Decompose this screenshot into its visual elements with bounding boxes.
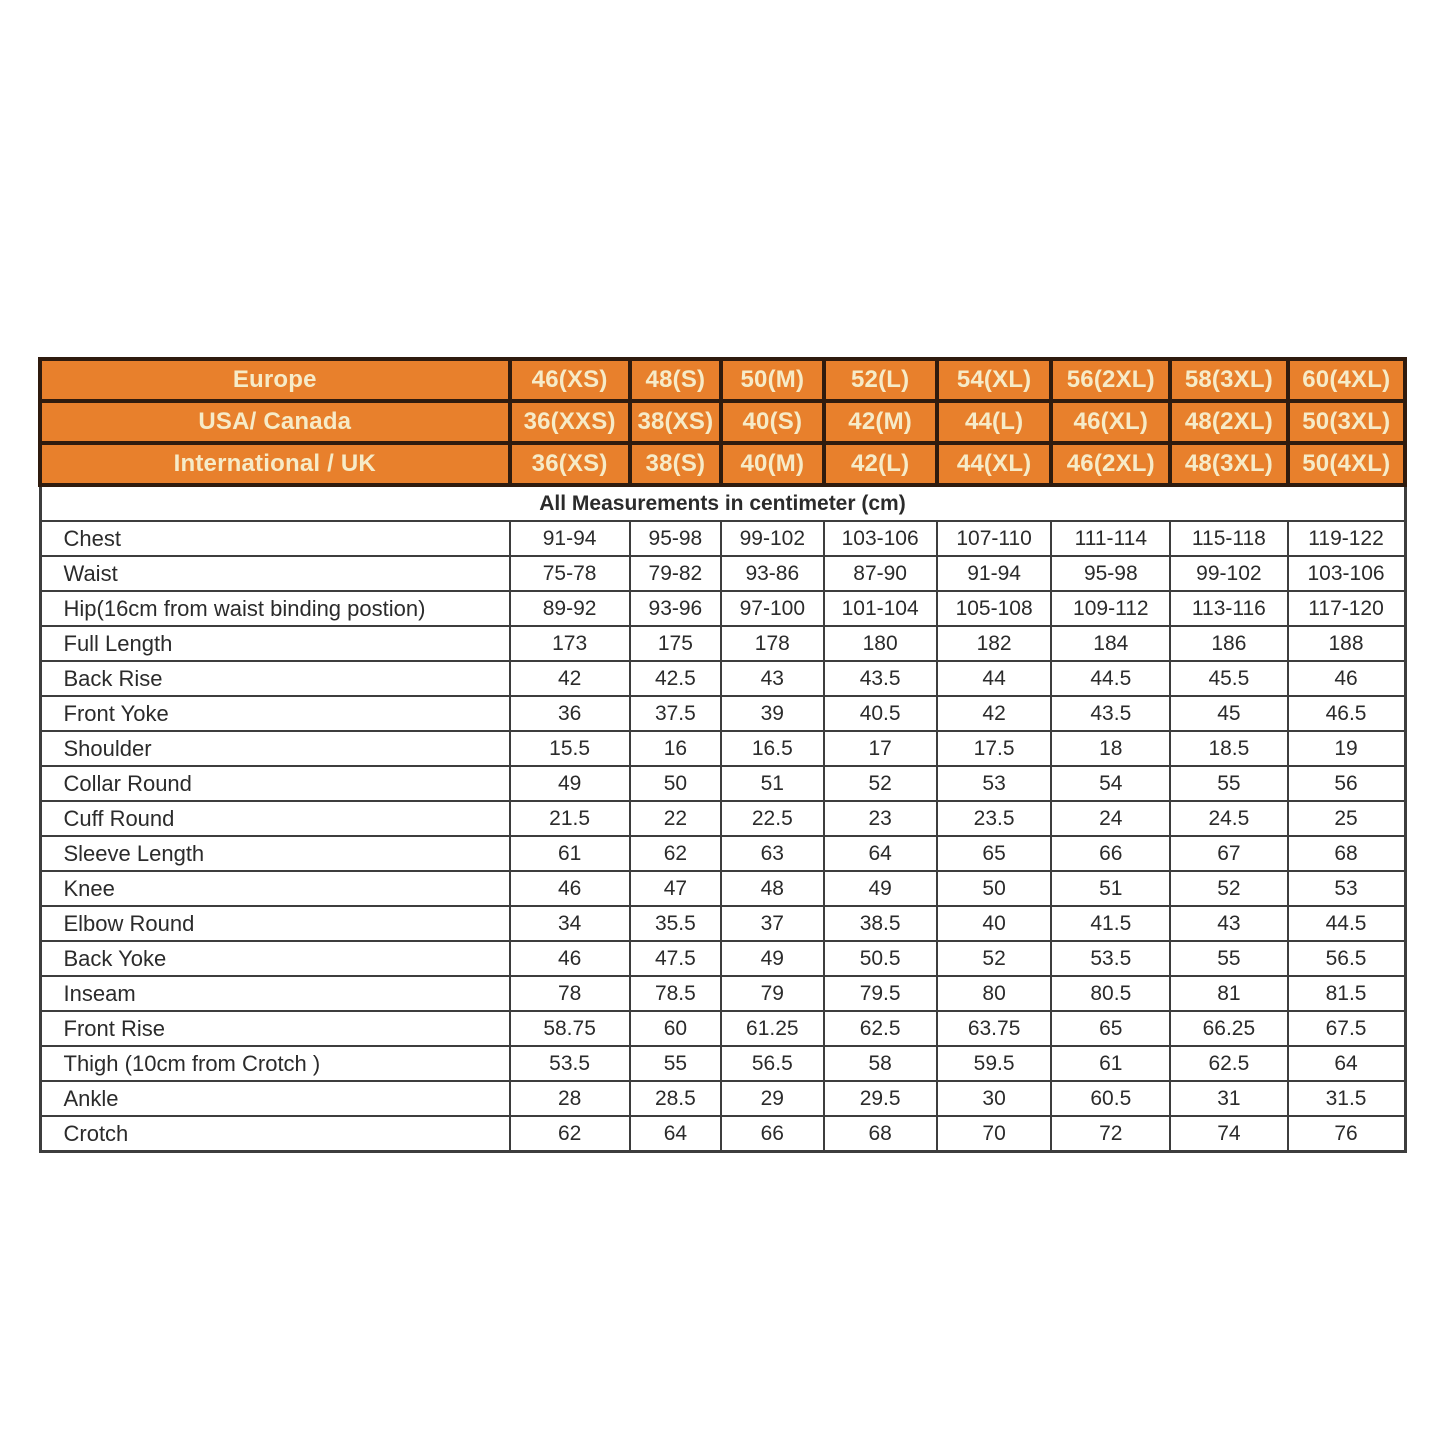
measurement-value: 16.5 xyxy=(721,731,823,766)
measurement-value: 30 xyxy=(937,1081,1052,1116)
measurement-label: Crotch xyxy=(40,1116,510,1152)
measurement-value: 18.5 xyxy=(1170,731,1287,766)
measurement-value: 105-108 xyxy=(937,591,1052,626)
measurement-value: 47 xyxy=(630,871,721,906)
size-cell: 50(M) xyxy=(721,359,823,401)
measurement-value: 65 xyxy=(1051,1011,1170,1046)
measurement-value: 173 xyxy=(510,626,630,661)
measurement-value: 43 xyxy=(1170,906,1287,941)
measurement-value: 91-94 xyxy=(937,556,1052,591)
measurement-value: 29.5 xyxy=(824,1081,937,1116)
table-row xyxy=(40,1011,1405,1046)
measurement-label: Hip(16cm from waist binding postion) xyxy=(40,591,510,626)
measurement-value: 184 xyxy=(1051,626,1170,661)
measurement-value: 56.5 xyxy=(721,1046,823,1081)
size-cell: 56(2XL) xyxy=(1051,359,1170,401)
size-chart-header xyxy=(40,359,1405,485)
size-cell: 50(4XL) xyxy=(1288,443,1405,485)
measurement-value: 55 xyxy=(1170,941,1287,976)
measurement-value: 119-122 xyxy=(1288,521,1405,556)
measurement-value: 103-106 xyxy=(1288,556,1405,591)
measurement-value: 53 xyxy=(937,766,1052,801)
size-cell: 50(3XL) xyxy=(1288,401,1405,443)
measurement-value: 42 xyxy=(510,661,630,696)
measurement-value: 21.5 xyxy=(510,801,630,836)
size-chart-body xyxy=(40,521,1405,1152)
table-row xyxy=(40,626,1405,661)
size-cell: 52(L) xyxy=(824,359,937,401)
measurement-value: 115-118 xyxy=(1170,521,1287,556)
measurement-value: 93-96 xyxy=(630,591,721,626)
measurement-value: 23 xyxy=(824,801,937,836)
measurement-value: 79-82 xyxy=(630,556,721,591)
measurement-value: 61.25 xyxy=(721,1011,823,1046)
measurement-label: Sleeve Length xyxy=(40,836,510,871)
measurement-value: 61 xyxy=(1051,1046,1170,1081)
measurement-value: 68 xyxy=(824,1116,937,1152)
measurement-value: 54 xyxy=(1051,766,1170,801)
measurement-value: 95-98 xyxy=(1051,556,1170,591)
measurement-value: 107-110 xyxy=(937,521,1052,556)
table-row xyxy=(40,976,1405,1011)
region-label: Europe xyxy=(40,359,510,401)
measurement-value: 178 xyxy=(721,626,823,661)
measurement-value: 95-98 xyxy=(630,521,721,556)
measurement-value: 52 xyxy=(1170,871,1287,906)
measurement-value: 43.5 xyxy=(1051,696,1170,731)
measurement-value: 45 xyxy=(1170,696,1287,731)
measurement-value: 16 xyxy=(630,731,721,766)
measurement-value: 46 xyxy=(1288,661,1405,696)
table-row xyxy=(40,1046,1405,1081)
measurement-value: 72 xyxy=(1051,1116,1170,1152)
measurement-value: 49 xyxy=(824,871,937,906)
measurement-value: 52 xyxy=(937,941,1052,976)
measurement-value: 44.5 xyxy=(1051,661,1170,696)
measurement-label: Thigh (10cm from Crotch ) xyxy=(40,1046,510,1081)
measurement-value: 65 xyxy=(937,836,1052,871)
measurement-value: 79.5 xyxy=(824,976,937,1011)
measurement-value: 63 xyxy=(721,836,823,871)
measurement-value: 35.5 xyxy=(630,906,721,941)
measurement-value: 42.5 xyxy=(630,661,721,696)
size-cell: 46(XL) xyxy=(1051,401,1170,443)
size-cell: 46(2XL) xyxy=(1051,443,1170,485)
measurement-value: 68 xyxy=(1288,836,1405,871)
measurement-value: 182 xyxy=(937,626,1052,661)
measurement-value: 186 xyxy=(1170,626,1287,661)
region-label: International / UK xyxy=(40,443,510,485)
measurement-value: 40 xyxy=(937,906,1052,941)
measurement-label: Shoulder xyxy=(40,731,510,766)
measurement-value: 47.5 xyxy=(630,941,721,976)
size-cell: 38(XS) xyxy=(630,401,721,443)
measurement-value: 60.5 xyxy=(1051,1081,1170,1116)
measurement-value: 50.5 xyxy=(824,941,937,976)
measurement-value: 97-100 xyxy=(721,591,823,626)
measurement-value: 49 xyxy=(510,766,630,801)
measurement-value: 31.5 xyxy=(1288,1081,1405,1116)
measurement-value: 28 xyxy=(510,1081,630,1116)
size-cell: 58(3XL) xyxy=(1170,359,1287,401)
size-cell: 36(XS) xyxy=(510,443,630,485)
measurement-value: 22.5 xyxy=(721,801,823,836)
measurement-value: 41.5 xyxy=(1051,906,1170,941)
measurement-value: 34 xyxy=(510,906,630,941)
measurement-value: 109-112 xyxy=(1051,591,1170,626)
measurement-label: Knee xyxy=(40,871,510,906)
measurement-label: Full Length xyxy=(40,626,510,661)
size-cell: 46(XS) xyxy=(510,359,630,401)
measurement-value: 80.5 xyxy=(1051,976,1170,1011)
measurement-value: 53 xyxy=(1288,871,1405,906)
measurement-value: 36 xyxy=(510,696,630,731)
measurement-value: 22 xyxy=(630,801,721,836)
measurement-value: 67.5 xyxy=(1288,1011,1405,1046)
measurement-value: 74 xyxy=(1170,1116,1287,1152)
measurement-value: 60 xyxy=(630,1011,721,1046)
measurement-value: 62.5 xyxy=(824,1011,937,1046)
size-cell: 40(M) xyxy=(721,443,823,485)
measurement-value: 66.25 xyxy=(1170,1011,1287,1046)
measurement-value: 66 xyxy=(1051,836,1170,871)
measurement-value: 101-104 xyxy=(824,591,937,626)
measurement-value: 75-78 xyxy=(510,556,630,591)
measurement-value: 24 xyxy=(1051,801,1170,836)
size-cell: 44(L) xyxy=(937,401,1052,443)
table-row xyxy=(40,1116,1405,1152)
measurement-value: 53.5 xyxy=(510,1046,630,1081)
measurement-value: 78.5 xyxy=(630,976,721,1011)
measurement-value: 87-90 xyxy=(824,556,937,591)
measurement-value: 64 xyxy=(824,836,937,871)
measurement-value: 81.5 xyxy=(1288,976,1405,1011)
measurement-value: 58 xyxy=(824,1046,937,1081)
measurement-value: 29 xyxy=(721,1081,823,1116)
measurement-value: 79 xyxy=(721,976,823,1011)
measurement-value: 48 xyxy=(721,871,823,906)
region-label: USA/ Canada xyxy=(40,401,510,443)
size-chart xyxy=(38,357,1407,1153)
table-row xyxy=(40,1081,1405,1116)
measurement-value: 78 xyxy=(510,976,630,1011)
measurement-value: 51 xyxy=(1051,871,1170,906)
measurement-value: 49 xyxy=(721,941,823,976)
table-row xyxy=(40,801,1405,836)
measurement-value: 17 xyxy=(824,731,937,766)
measurement-value: 37.5 xyxy=(630,696,721,731)
size-cell: 48(3XL) xyxy=(1170,443,1287,485)
size-cell: 54(XL) xyxy=(937,359,1052,401)
measurement-value: 76 xyxy=(1288,1116,1405,1152)
table-row xyxy=(40,591,1405,626)
measurement-value: 113-116 xyxy=(1170,591,1287,626)
measurement-value: 43.5 xyxy=(824,661,937,696)
measurement-label: Ankle xyxy=(40,1081,510,1116)
measurement-value: 61 xyxy=(510,836,630,871)
measurement-value: 50 xyxy=(630,766,721,801)
table-row xyxy=(40,906,1405,941)
measurement-unit-note: All Measurements in centimeter (cm) xyxy=(40,485,1405,521)
size-cell: 38(S) xyxy=(630,443,721,485)
measurement-value: 19 xyxy=(1288,731,1405,766)
table-row xyxy=(40,661,1405,696)
measurement-value: 93-86 xyxy=(721,556,823,591)
measurement-label: Front Rise xyxy=(40,1011,510,1046)
measurement-value: 37 xyxy=(721,906,823,941)
size-cell: 48(2XL) xyxy=(1170,401,1287,443)
table-row xyxy=(40,941,1405,976)
measurement-label: Waist xyxy=(40,556,510,591)
measurement-label: Chest xyxy=(40,521,510,556)
measurement-value: 25 xyxy=(1288,801,1405,836)
size-chart-table xyxy=(38,357,1407,1153)
measurement-value: 59.5 xyxy=(937,1046,1052,1081)
measurement-value: 40.5 xyxy=(824,696,937,731)
measurement-value: 188 xyxy=(1288,626,1405,661)
measurement-value: 46.5 xyxy=(1288,696,1405,731)
measurement-value: 15.5 xyxy=(510,731,630,766)
measurement-value: 55 xyxy=(630,1046,721,1081)
measurement-value: 17.5 xyxy=(937,731,1052,766)
measurement-value: 28.5 xyxy=(630,1081,721,1116)
measurement-value: 18 xyxy=(1051,731,1170,766)
size-cell: 42(M) xyxy=(824,401,937,443)
measurement-value: 44 xyxy=(937,661,1052,696)
measurement-value: 45.5 xyxy=(1170,661,1287,696)
measurement-value: 52 xyxy=(824,766,937,801)
table-row xyxy=(40,871,1405,906)
measurement-value: 55 xyxy=(1170,766,1287,801)
measurement-value: 64 xyxy=(630,1116,721,1152)
measurement-value: 111-114 xyxy=(1051,521,1170,556)
measurement-value: 70 xyxy=(937,1116,1052,1152)
measurement-value: 31 xyxy=(1170,1081,1287,1116)
measurement-value: 117-120 xyxy=(1288,591,1405,626)
measurement-value: 80 xyxy=(937,976,1052,1011)
measurement-value: 67 xyxy=(1170,836,1287,871)
measurement-value: 44.5 xyxy=(1288,906,1405,941)
measurement-value: 51 xyxy=(721,766,823,801)
size-cell: 48(S) xyxy=(630,359,721,401)
measurement-value: 89-92 xyxy=(510,591,630,626)
size-cell: 42(L) xyxy=(824,443,937,485)
measurement-label: Back Rise xyxy=(40,661,510,696)
measurement-value: 39 xyxy=(721,696,823,731)
size-cell: 44(XL) xyxy=(937,443,1052,485)
size-cell: 60(4XL) xyxy=(1288,359,1405,401)
measurement-value: 50 xyxy=(937,871,1052,906)
header-row xyxy=(40,443,1405,485)
measurement-value: 56 xyxy=(1288,766,1405,801)
measurement-label: Elbow Round xyxy=(40,906,510,941)
subtitle-row xyxy=(40,485,1405,521)
measurement-value: 62 xyxy=(630,836,721,871)
measurement-value: 58.75 xyxy=(510,1011,630,1046)
measurement-label: Cuff Round xyxy=(40,801,510,836)
measurement-value: 62.5 xyxy=(1170,1046,1287,1081)
measurement-value: 46 xyxy=(510,941,630,976)
measurement-label: Front Yoke xyxy=(40,696,510,731)
measurement-value: 81 xyxy=(1170,976,1287,1011)
measurement-value: 66 xyxy=(721,1116,823,1152)
measurement-value: 99-102 xyxy=(721,521,823,556)
table-row xyxy=(40,556,1405,591)
table-row xyxy=(40,836,1405,871)
measurement-value: 38.5 xyxy=(824,906,937,941)
table-row xyxy=(40,766,1405,801)
size-cell: 40(S) xyxy=(721,401,823,443)
measurement-value: 99-102 xyxy=(1170,556,1287,591)
measurement-value: 23.5 xyxy=(937,801,1052,836)
measurement-value: 46 xyxy=(510,871,630,906)
size-cell: 36(XXS) xyxy=(510,401,630,443)
measurement-value: 103-106 xyxy=(824,521,937,556)
header-row xyxy=(40,359,1405,401)
measurement-value: 24.5 xyxy=(1170,801,1287,836)
header-row xyxy=(40,401,1405,443)
measurement-value: 56.5 xyxy=(1288,941,1405,976)
table-row xyxy=(40,731,1405,766)
measurement-value: 91-94 xyxy=(510,521,630,556)
measurement-value: 42 xyxy=(937,696,1052,731)
measurement-label: Collar Round xyxy=(40,766,510,801)
measurement-value: 175 xyxy=(630,626,721,661)
measurement-label: Back Yoke xyxy=(40,941,510,976)
measurement-value: 43 xyxy=(721,661,823,696)
measurement-value: 180 xyxy=(824,626,937,661)
table-row xyxy=(40,521,1405,556)
measurement-value: 64 xyxy=(1288,1046,1405,1081)
table-row xyxy=(40,696,1405,731)
measurement-value: 62 xyxy=(510,1116,630,1152)
measurement-value: 53.5 xyxy=(1051,941,1170,976)
measurement-label: Inseam xyxy=(40,976,510,1011)
measurement-value: 63.75 xyxy=(937,1011,1052,1046)
